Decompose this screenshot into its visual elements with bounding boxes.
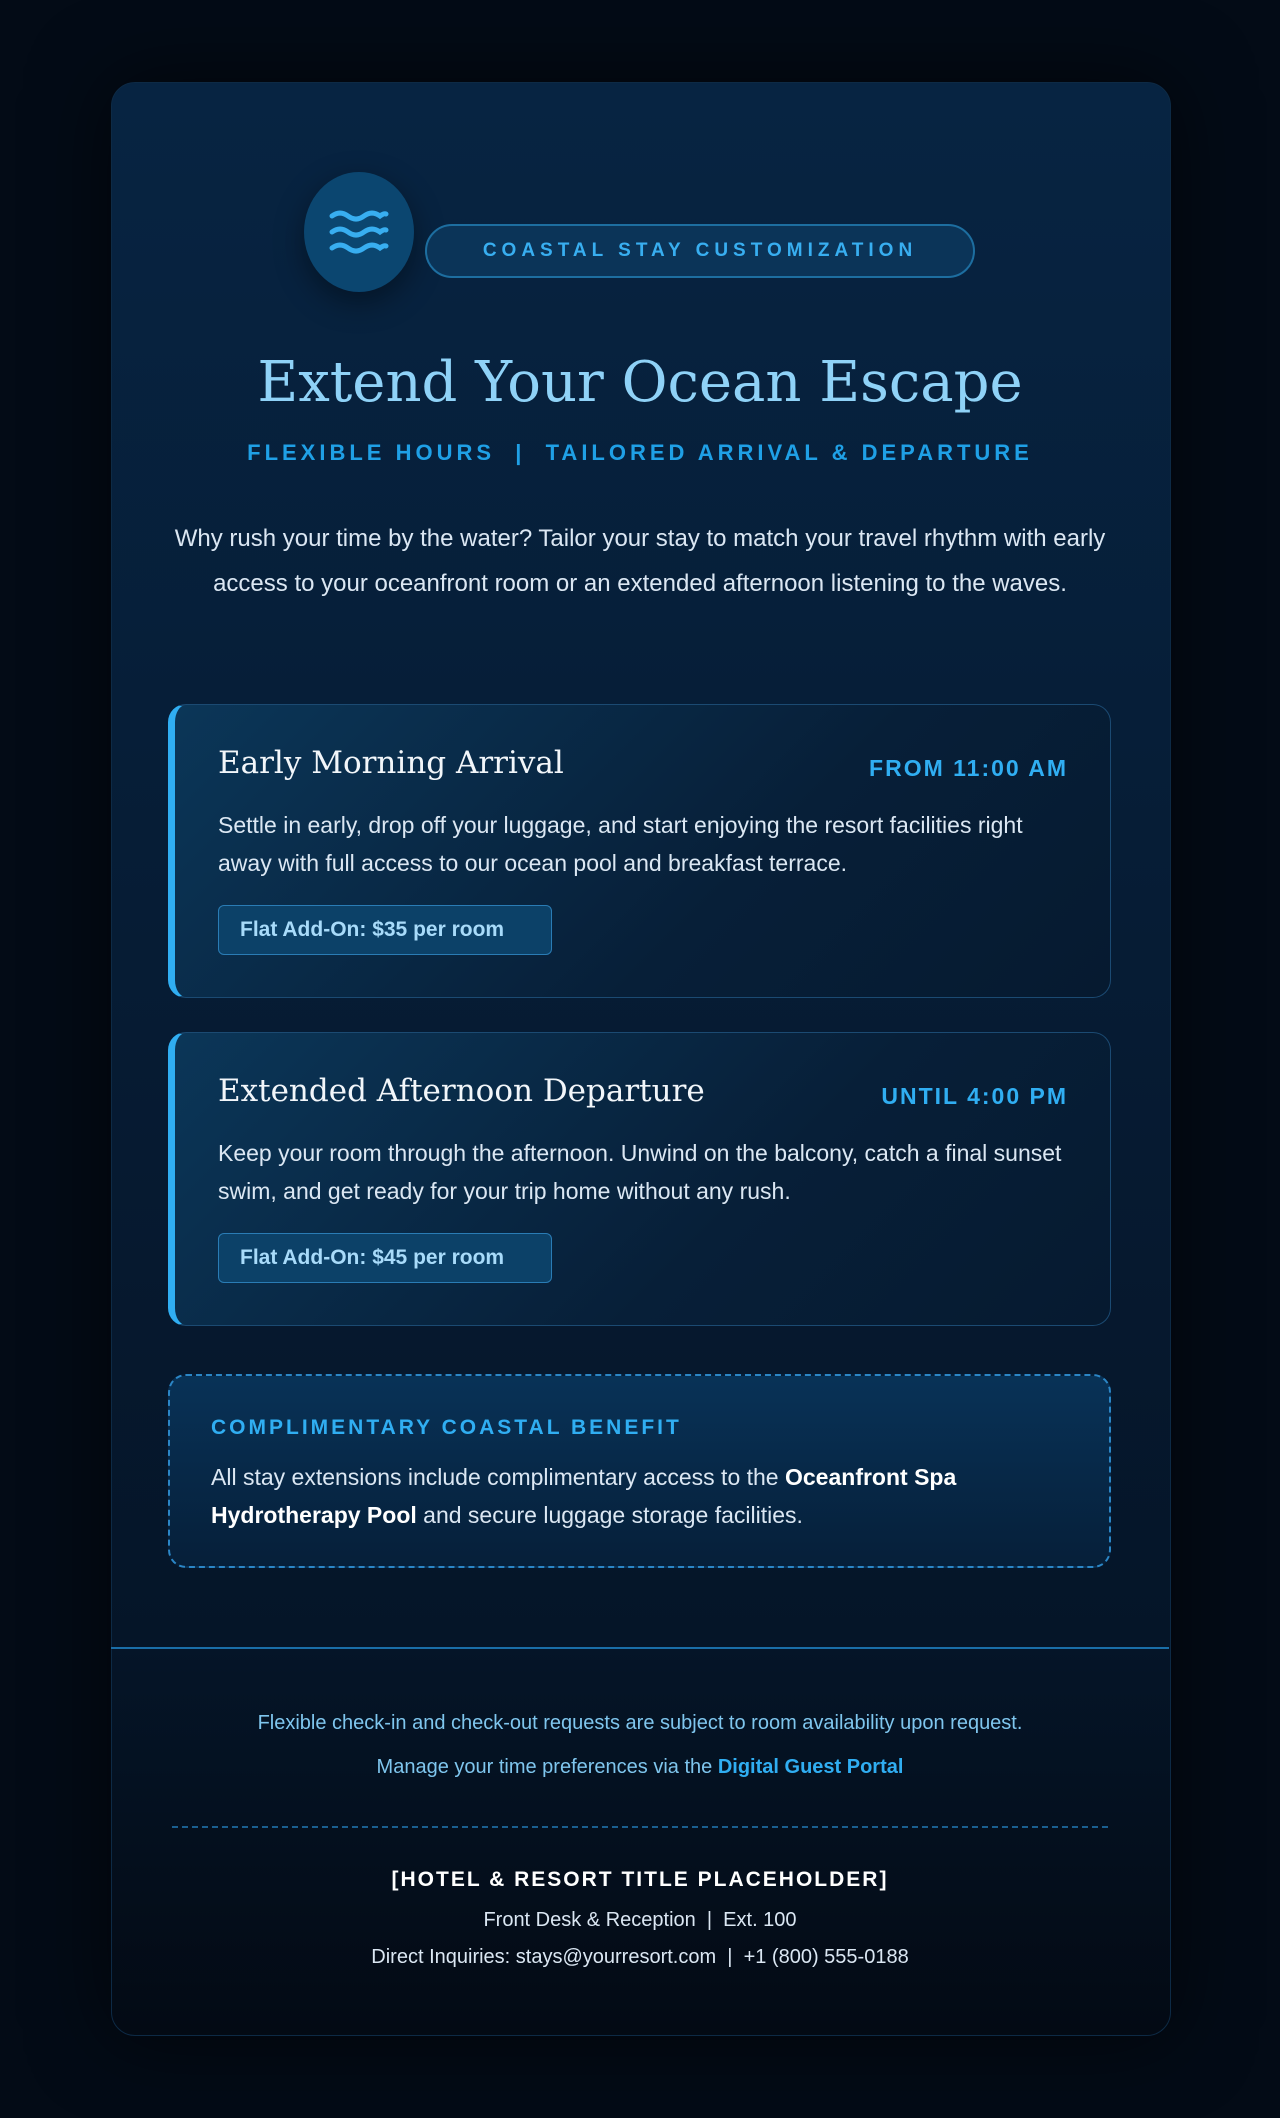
- page-subtitle: FLEXIBLE HOURS | TAILORED ARRIVAL & DEPARTURE: [247, 440, 1033, 465]
- footer-dashed-divider: [172, 1826, 1108, 1828]
- option-price-badge: Flat Add-On: $35 per room: [218, 905, 552, 955]
- portal-note: [0, 1756, 1280, 1779]
- benefit-text-start: All stay extensions include complimentary access to the: [211, 1464, 785, 1490]
- option-description: Settle in early, drop off your luggage, and start enjoying the resort facilities right away with full access to our ocean pool and breakfast terrace.: [218, 812, 1023, 876]
- option-time: UNTIL 4:00 PM: [881, 1083, 1068, 1109]
- portal-prefix: Manage your time preferences via the: [376, 1756, 718, 1778]
- front-desk-info: Front Desk & Reception | Ext. 100: [483, 1909, 797, 1931]
- hotel-name: [HOTEL & RESORT TITLE PLACEHOLDER]: [391, 1868, 889, 1891]
- page-title: Extend Your Ocean Escape: [257, 350, 1023, 415]
- digital-guest-portal-link[interactable]: Digital Guest Portal: [717, 1756, 904, 1778]
- category-tag: COASTAL STAY CUSTOMIZATION: [425, 224, 975, 278]
- benefit-title: COMPLIMENTARY COASTAL BENEFIT: [211, 1416, 682, 1439]
- availability-note: Flexible check-in and check-out requests are subject to room availability upon request.: [257, 1712, 1023, 1734]
- logo-badge: [304, 172, 414, 292]
- benefit-highlight: Oceanfront Spa Hydrotherapy Pool: [211, 1464, 957, 1528]
- option-description: Keep your room through the afternoon. Unwind on the balcony, catch a final sunset swim, and get ready for your trip home without any rush.: [218, 1140, 1062, 1204]
- benefit-text-end: and secure luggage storage facilities.: [416, 1502, 803, 1528]
- benefit-text: [211, 1458, 1031, 1534]
- option-card-late-departure: [168, 1032, 1111, 1326]
- inquiries-info: Direct Inquiries: stays@yourresort.com | +1 (800) 555-0188: [371, 1946, 909, 1968]
- footer-divider: [111, 1647, 1169, 1649]
- option-title: Early Morning Arrival: [218, 745, 564, 781]
- option-card-early-arrival: [168, 704, 1111, 998]
- option-time: FROM 11:00 AM: [869, 755, 1068, 781]
- intro-text: Why rush your time by the water? Tailor your stay to match your travel rhythm with early access to your oceanfront room or an extended afternoon listening to the waves.: [174, 525, 1106, 597]
- benefit-box: [168, 1374, 1111, 1568]
- option-title: Extended Afternoon Departure: [218, 1073, 705, 1109]
- option-price-badge: Flat Add-On: $45 per room: [218, 1233, 552, 1283]
- waves-icon: [328, 208, 390, 256]
